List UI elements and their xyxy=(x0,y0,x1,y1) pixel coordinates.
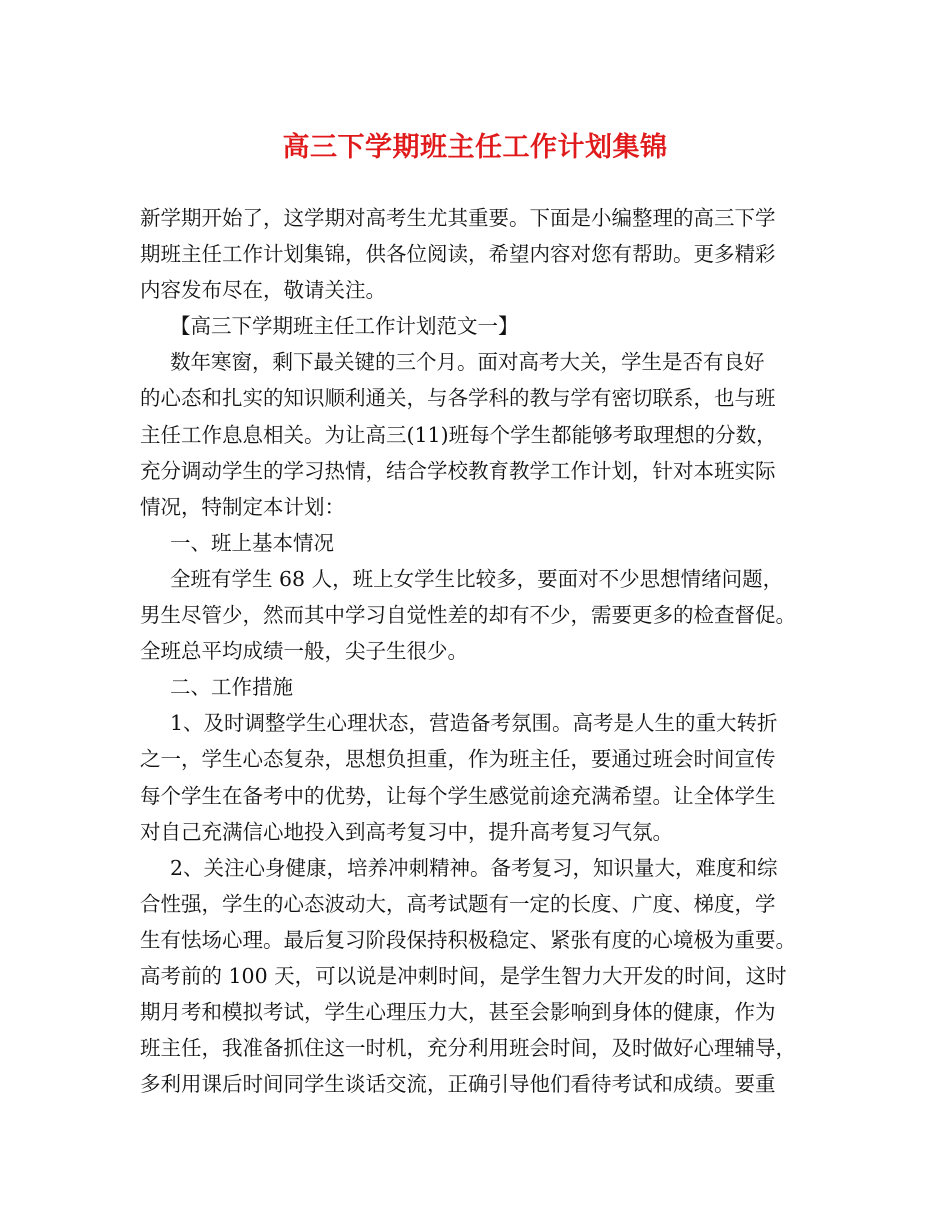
body-line: 充分调动学生的学习热情，结合学校教育教学工作计划，针对本班实际 xyxy=(140,458,776,483)
body-line: 对自己充满信心地投入到高考复习中，提升高考复习气氛。 xyxy=(140,819,673,844)
body-line: 每个学生在备考中的优势，让每个学生感觉前途充满希望。让全体学生 xyxy=(140,783,776,808)
body-line: 的心态和扎实的知识顺利通关，与各学科的教与学有密切联系，也与班 xyxy=(140,386,776,411)
body-line: 合性强，学生的心态波动大，高考试题有一定的长度、广度、梯度，学 xyxy=(140,891,776,916)
body-line: 全班总平均成绩一般，尖子生很少。 xyxy=(140,639,468,664)
body-line: 多利用课后时间同学生谈话交流，正确引导他们看待考试和成绩。要重 xyxy=(140,1072,776,1097)
body-line: 班主任，我准备抓住这一时机，充分利用班会时间，及时做好心理辅导， xyxy=(140,1036,796,1061)
body-line: 【高三下学期班主任工作计划范文一】 xyxy=(170,314,519,339)
body-line: 2、关注心身健康，培养冲刺精神。备考复习，知识量大，难度和综 xyxy=(170,855,778,880)
body-line: 之一，学生心态复杂，思想负担重，作为班主任，要通过班会时间宣传 xyxy=(140,747,776,772)
document-body xyxy=(140,200,820,1102)
body-line: 数年寒窗，剩下最关键的三个月。面对高考大关，学生是否有良好 xyxy=(170,350,765,375)
body-line: 一、班上基本情况 xyxy=(170,530,334,555)
body-line: 二、工作措施 xyxy=(170,675,293,700)
body-line: 男生尽管少，然而其中学习自觉性差的却有不少，需要更多的检查督促。 xyxy=(140,603,796,628)
body-line: 全班有学生 68 人，班上女学生比较多，要面对不少思想情绪问题， xyxy=(170,566,784,591)
body-line: 新学期开始了，这学期对高考生尤其重要。下面是小编整理的高三下学 xyxy=(140,206,776,230)
body-line: 高考前的 100 天，可以说是冲刺时间，是学生智力大开发的时间，这时 xyxy=(140,963,787,988)
body-line: 1、及时调整学生心理状态，营造备考氛围。高考是人生的重大转折 xyxy=(170,711,778,736)
body-line: 内容发布尽在，敬请关注。 xyxy=(140,278,386,303)
body-line: 期班主任工作计划集锦，供各位阅读，希望内容对您有帮助。更多精彩 xyxy=(140,242,776,267)
body-line: 情况，特制定本计划： xyxy=(140,494,345,519)
body-line: 期月考和模拟考试，学生心理压力大，甚至会影响到身体的健康，作为 xyxy=(140,1000,776,1025)
body-line: 生有怯场心理。最后复习阶段保持积极稳定、紧张有度的心境极为重要。 xyxy=(140,927,796,952)
body-line: 主任工作息息相关。为让高三(11)班每个学生都能够考取理想的分数， xyxy=(140,422,777,447)
document-title: 高三下学期班主任工作计划集锦 xyxy=(282,132,668,163)
